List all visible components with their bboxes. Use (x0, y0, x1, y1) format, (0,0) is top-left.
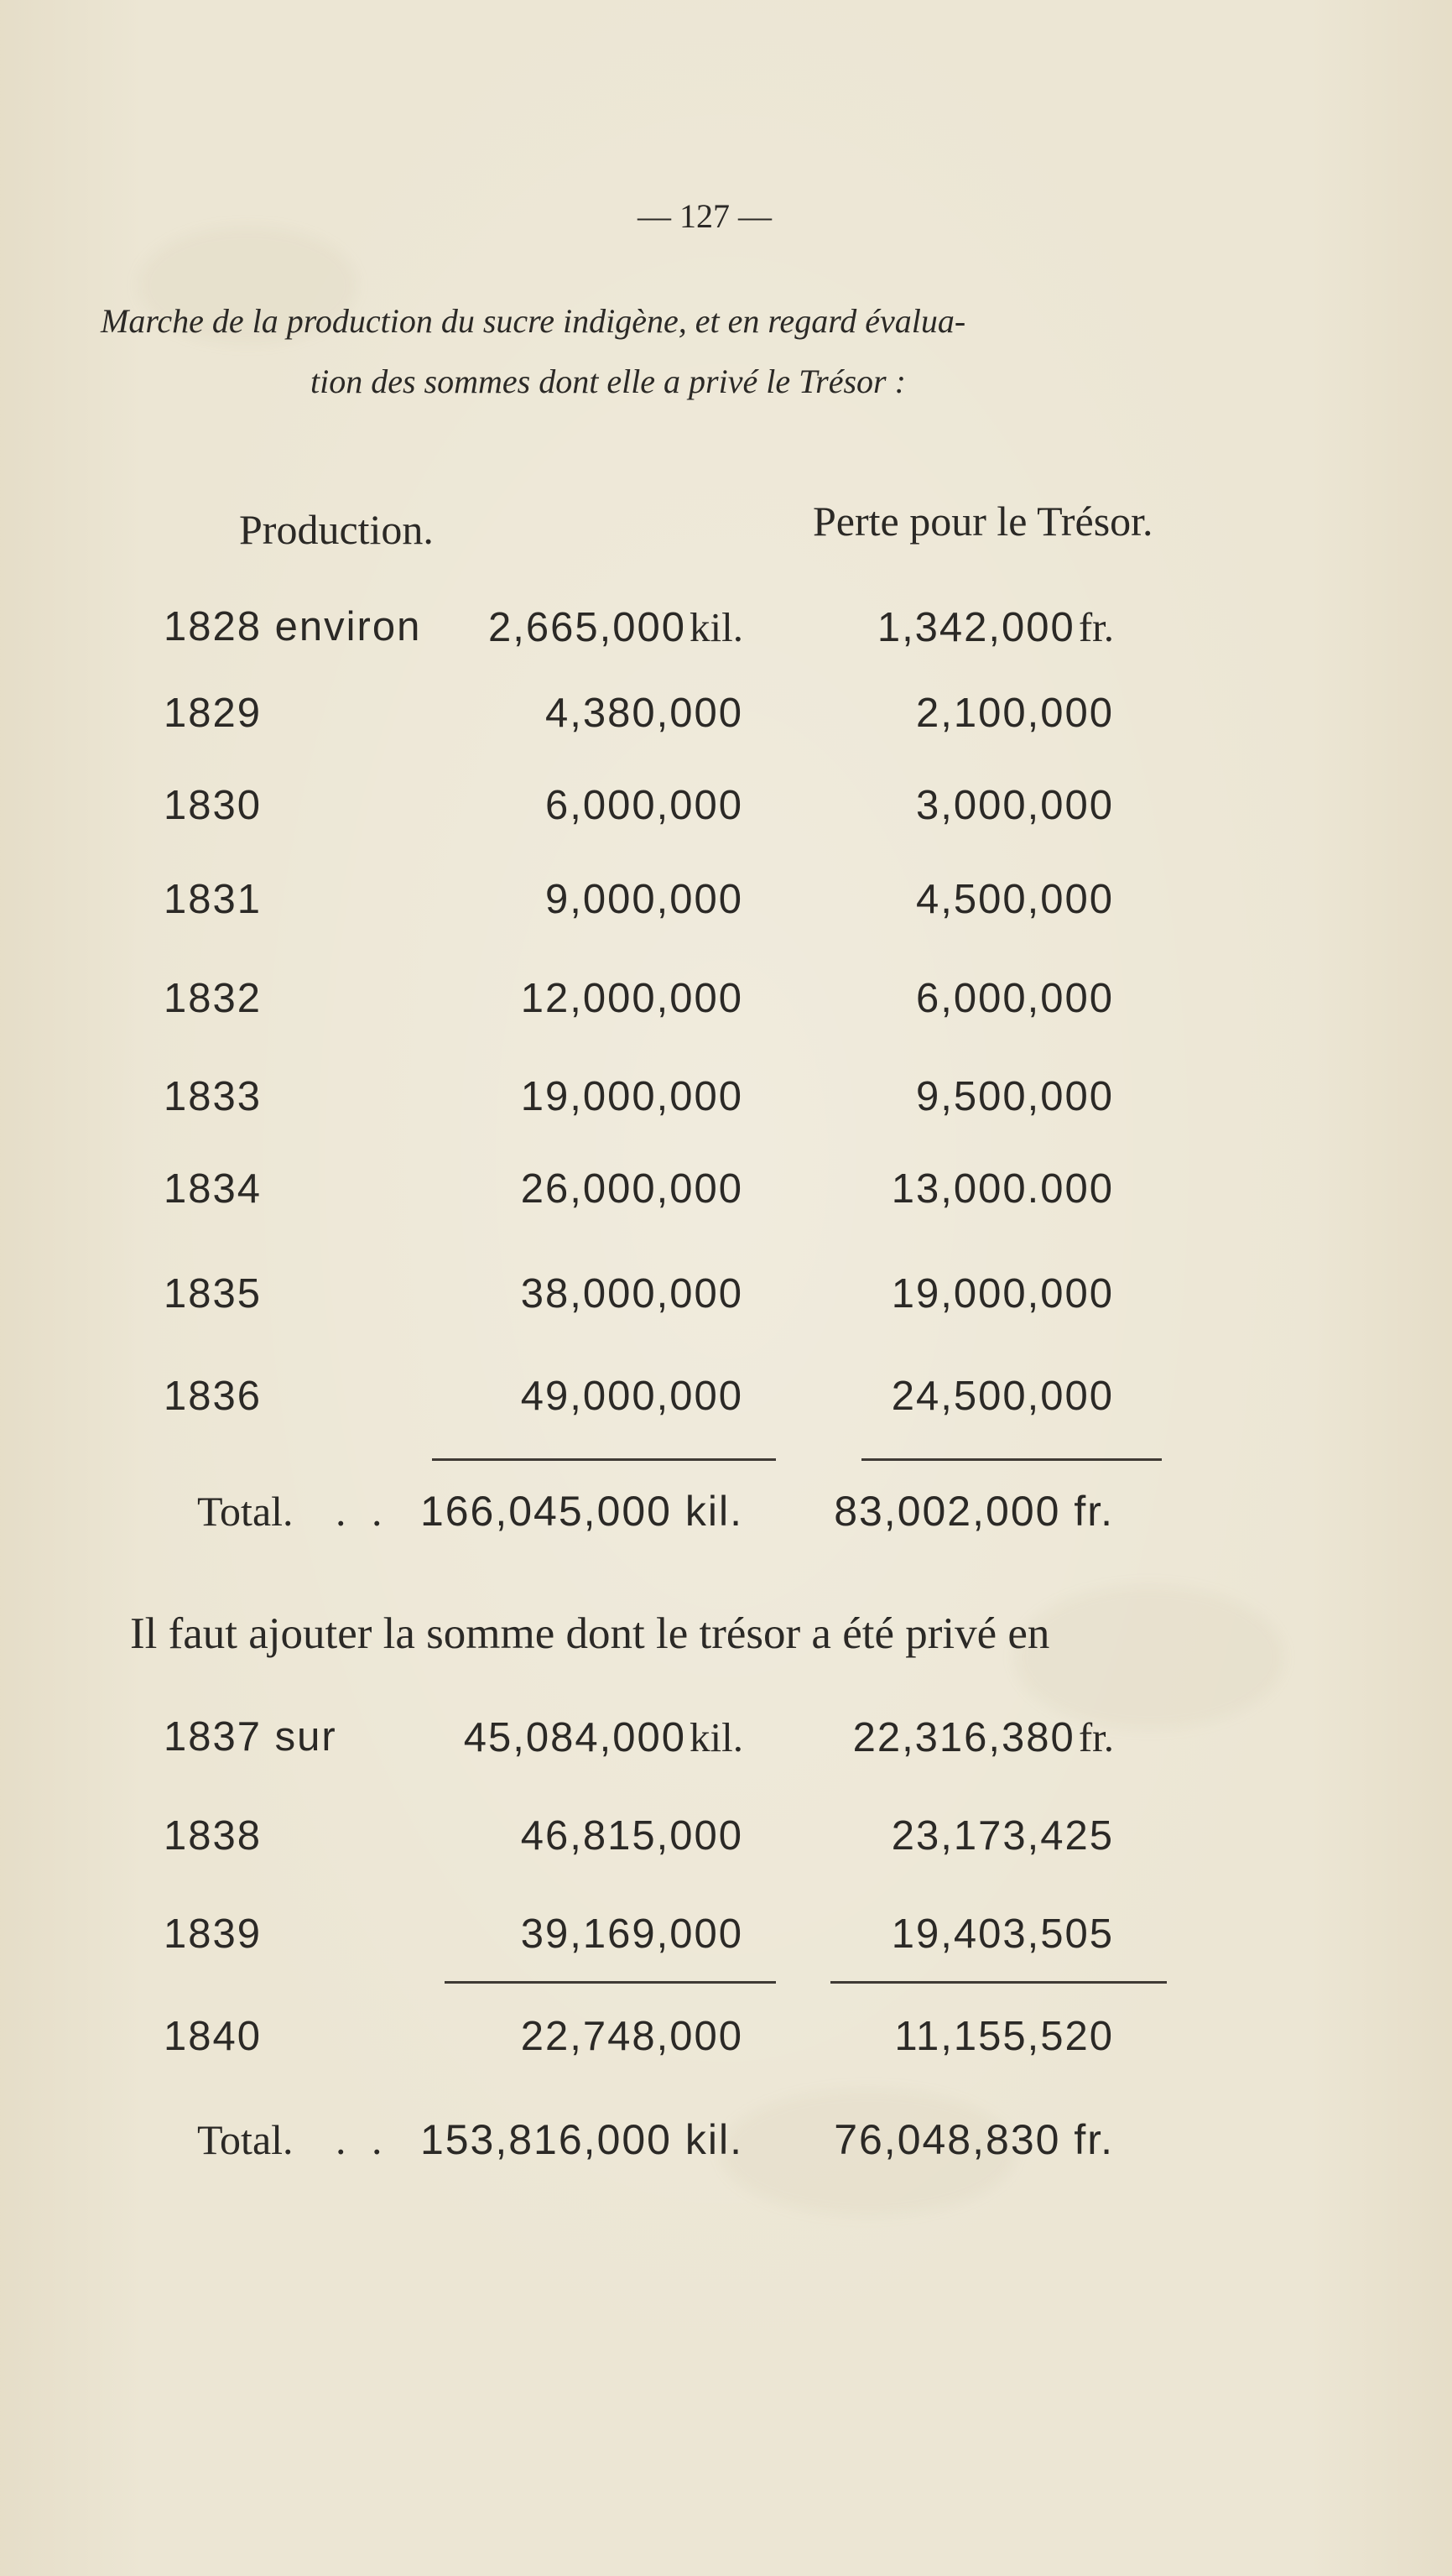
production-column-header: Production. (239, 506, 434, 553)
year-cell: 1830 (164, 783, 263, 828)
loss-cell (852, 1714, 1114, 1760)
page-number: — 127 — (638, 197, 772, 235)
production-total: 166,045,000 kil. (419, 1488, 743, 1535)
total-label: Total. (197, 1488, 294, 1535)
production-cell (488, 604, 743, 650)
loss-cell: 3,000,000 (916, 783, 1114, 828)
second-loss-total: 76,048,830 fr. (834, 2116, 1114, 2163)
second-production-total-rule (445, 1981, 776, 1984)
loss-cell: 19,403,505 (891, 1911, 1114, 1957)
loss-value: 1,342,000 (877, 605, 1075, 650)
loss-cell (877, 604, 1114, 650)
loss-cell: 19,000,000 (891, 1271, 1114, 1317)
loss-total-rule (861, 1458, 1162, 1461)
production-cell: 6,000,000 (545, 783, 743, 828)
loss-column-header: Perte pour le Trésor. (813, 498, 1153, 545)
production-value: 2,665,000 (488, 605, 687, 650)
loss-cell: 13,000.000 (891, 1166, 1114, 1212)
year-cell: 1829 (164, 691, 263, 736)
continuation-paragraph: Il faut ajouter la somme dont le trésor a été privé en (130, 1609, 1050, 1658)
year-cell: 1834 (164, 1166, 263, 1212)
loss-cell: 24,500,000 (891, 1374, 1114, 1419)
year-cell: 1831 (164, 877, 263, 922)
production-cell: 19,000,000 (520, 1074, 743, 1119)
production-cell: 4,380,000 (545, 691, 743, 736)
loss-cell: 4,500,000 (916, 877, 1114, 922)
production-total-rule (432, 1458, 776, 1461)
loss-cell: 23,173,425 (891, 1813, 1114, 1859)
production-cell: 49,000,000 (520, 1374, 743, 1419)
loss-total: 83,002,000 fr. (834, 1488, 1114, 1535)
year-cell: 1832 (164, 976, 263, 1021)
table-title-line-1: Marche de la production du sucre indigène, et en regard évalua- (101, 302, 966, 340)
production-unit: kil. (690, 604, 743, 650)
year-cell: 1840 (164, 2014, 263, 2059)
production-cell: 46,815,000 (520, 1813, 743, 1859)
loss-cell: 9,500,000 (916, 1074, 1114, 1119)
loss-unit: fr. (1078, 1714, 1114, 1760)
loss-cell: 11,155,520 (894, 2014, 1114, 2059)
year-cell: 1828 environ (164, 604, 422, 649)
production-unit: kil. (690, 1714, 743, 1760)
paper-stain (1015, 1586, 1283, 1729)
year-cell: 1833 (164, 1074, 263, 1119)
production-cell: 39,169,000 (520, 1911, 743, 1957)
loss-unit: fr. (1078, 604, 1114, 650)
year-cell: 1837 sur (164, 1714, 337, 1760)
production-cell: 38,000,000 (520, 1271, 743, 1317)
year-cell: 1835 (164, 1271, 263, 1317)
year-cell: 1838 (164, 1813, 263, 1859)
production-cell (463, 1714, 743, 1760)
year-cell: 1836 (164, 1374, 263, 1419)
loss-cell: 2,100,000 (916, 691, 1114, 736)
production-value: 45,084,000 (463, 1715, 687, 1760)
table-title-line-2: tion des sommes dont elle a privé le Trésor : (310, 362, 906, 400)
production-cell: 22,748,000 (520, 2014, 743, 2059)
second-total-label: Total. (197, 2116, 294, 2163)
second-total-leader-dots: . . (336, 2116, 390, 2163)
second-loss-total-rule (830, 1981, 1167, 1984)
loss-cell: 6,000,000 (916, 976, 1114, 1021)
production-cell: 12,000,000 (520, 976, 743, 1021)
total-leader-dots: . . (336, 1488, 390, 1535)
loss-value: 22,316,380 (852, 1715, 1075, 1760)
year-cell: 1839 (164, 1911, 263, 1957)
production-cell: 26,000,000 (520, 1166, 743, 1212)
second-production-total: 153,816,000 kil. (419, 2116, 743, 2163)
production-cell: 9,000,000 (545, 877, 743, 922)
